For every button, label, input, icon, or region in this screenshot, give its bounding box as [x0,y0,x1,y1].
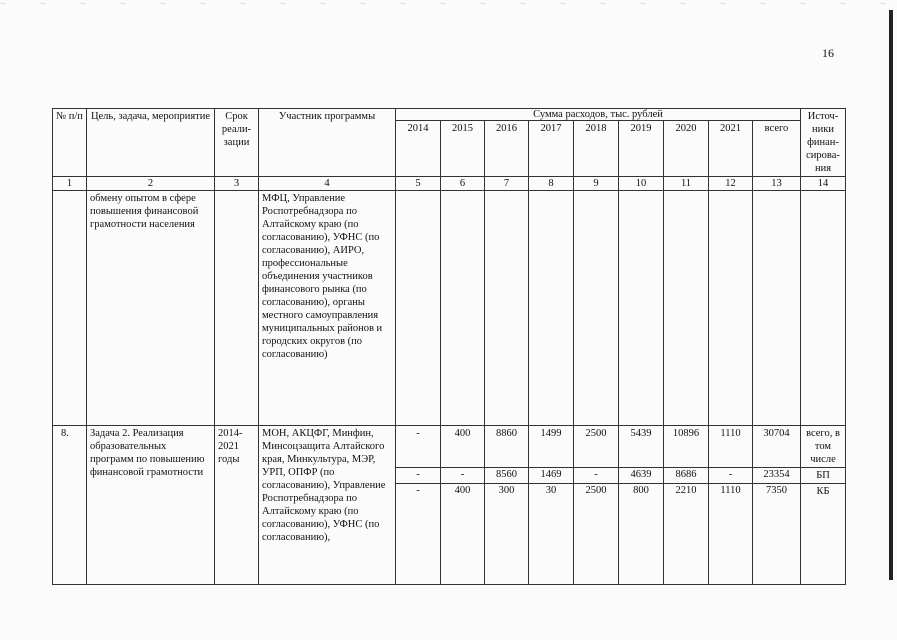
cell-empty [574,191,619,426]
cell-amount: 30 [529,484,574,585]
column-number: 8 [529,177,574,191]
header-source: Источ-ники финан-сирова-ния [801,109,846,177]
scan-artifact [0,3,897,4]
cell-amount: 2210 [664,484,709,585]
cell-source: КБ [801,484,846,585]
column-number: 2 [87,177,215,191]
column-number: 4 [259,177,396,191]
cell-empty [664,191,709,426]
cell-amount: - [396,426,441,468]
cell-empty [619,191,664,426]
cell-term: 2014-2021 годы [215,426,259,585]
cell-amount: 1499 [529,426,574,468]
scan-page-edge [889,10,893,580]
cell-amount: 8686 [664,468,709,484]
cell-amount-total: 30704 [753,426,801,468]
cell-empty [753,191,801,426]
cell-empty [396,191,441,426]
cell-amount: - [441,468,485,484]
cell-empty [441,191,485,426]
cell-term-empty [215,191,259,426]
cell-amount: 8560 [485,468,529,484]
header-year: 2019 [619,121,664,177]
header-year: 2017 [529,121,574,177]
cell-amount: 300 [485,484,529,585]
header-participant: Участник программы [259,109,396,177]
cell-amount: 4639 [619,468,664,484]
cell-empty [801,191,846,426]
cell-amount: 1469 [529,468,574,484]
page-number: 16 [822,46,834,60]
table-row-continuation [53,191,846,426]
header-goal: Цель, задача, мероприятие [87,109,215,177]
cell-num: 8. [53,426,87,585]
header-expenses: Сумма расходов, тыс. рублей [396,109,801,121]
column-number: 9 [574,177,619,191]
header-year: 2018 [574,121,619,177]
cell-empty [709,191,753,426]
cell-amount: 8860 [485,426,529,468]
cell-amount: 1110 [709,484,753,585]
cell-amount: - [574,468,619,484]
cell-empty [485,191,529,426]
table-row-task [53,426,846,468]
column-number: 3 [215,177,259,191]
column-numbers-row [53,177,846,191]
cell-amount: - [396,468,441,484]
cell-amount-total: 23354 [753,468,801,484]
header-num: № п/п [53,109,87,177]
cell-amount: 800 [619,484,664,585]
cell-goal: Задача 2. Реализация образовательных программ по повышению финансовой грамотности [87,426,215,585]
column-number: 10 [619,177,664,191]
cell-amount: 400 [441,426,485,468]
cell-amount: 400 [441,484,485,585]
column-number: 5 [396,177,441,191]
cell-amount: 1110 [709,426,753,468]
column-number: 7 [485,177,529,191]
cell-amount: 5439 [619,426,664,468]
cell-source: БП [801,468,846,484]
cell-amount-total: 7350 [753,484,801,585]
column-number: 1 [53,177,87,191]
column-number: 13 [753,177,801,191]
cell-empty [529,191,574,426]
cell-amount: - [396,484,441,585]
header-year: 2015 [441,121,485,177]
cell-amount: 10896 [664,426,709,468]
header-year: 2016 [485,121,529,177]
cell-amount: - [709,468,753,484]
cell-amount: 2500 [574,426,619,468]
cell-goal: обмену опытом в сфере повышения финансовой грамотности населения [87,191,215,426]
column-number: 12 [709,177,753,191]
cell-participant: МОН, АКЦФГ, Минфин, Минсоцзащита Алтайского края, Минкультура, МЭР, УРП, ОПФР (по согласованию), Управление Роспотребнадзора по Алтайскому краю (по согласованию), УФНС (по согласованию), [259,426,396,585]
header-year: 2020 [664,121,709,177]
column-number: 6 [441,177,485,191]
column-number: 11 [664,177,709,191]
header-year: 2021 [709,121,753,177]
header-year-total: всего [753,121,801,177]
cell-amount: 2500 [574,484,619,585]
cell-participant: МФЦ, Управление Роспотребнадзора по Алтайскому краю (по согласованию), УФНС (по согласованию), АИРО, профессиональные объединения участников финансового рынка (по согласованию), органы местного самоуправления муниципальных районов и городских округов (по согласованию) [259,191,396,426]
column-number: 14 [801,177,846,191]
header-term: Срок реали-зации [215,109,259,177]
table-header-row [53,109,846,121]
cell-source: всего, в том числе [801,426,846,468]
budget-table [52,108,846,585]
header-year: 2014 [396,121,441,177]
cell-num-empty [53,191,87,426]
